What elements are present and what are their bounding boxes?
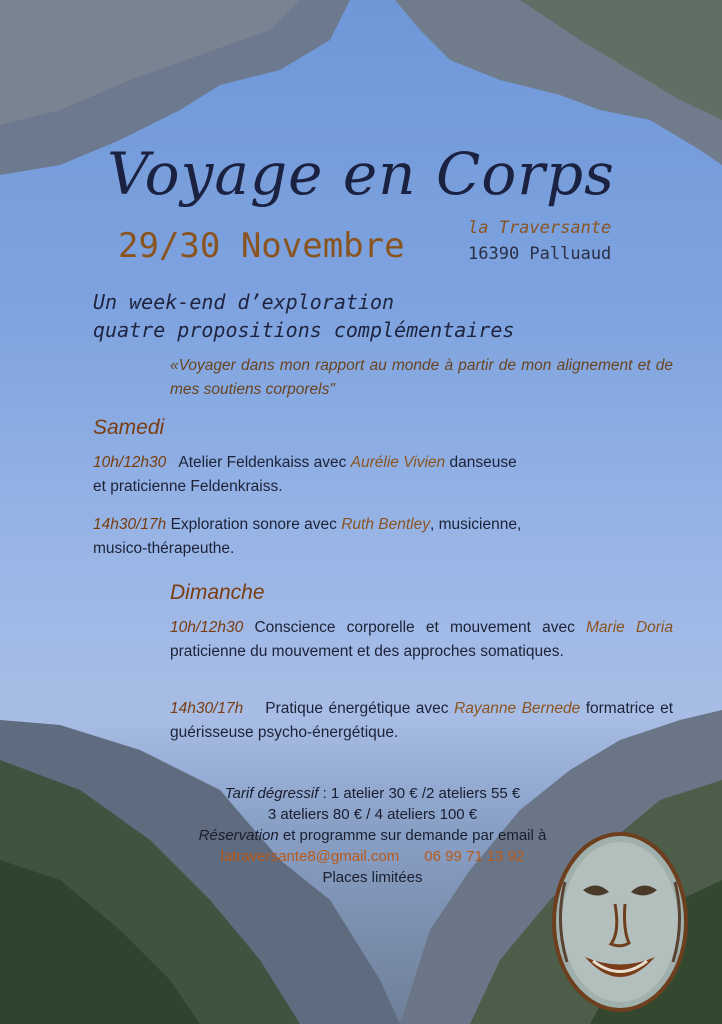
contact-phone[interactable]: 06 99 71 13 92 (424, 848, 525, 865)
venue-address: 16390 Palluaud (468, 244, 612, 264)
pricing-label: Tarif dégressif (224, 785, 319, 802)
facilitator-name: Ruth Bentley (341, 516, 430, 533)
session-role: , musicienne, (429, 516, 522, 533)
saturday-heading: Samedi (93, 416, 165, 439)
contact-email[interactable]: latraversante8@gmail.com (220, 848, 400, 865)
subtitle-line-2: quatre propositions complémentaires (93, 318, 515, 342)
session-time: 10h/12h30 (93, 454, 167, 471)
reservation-text: et programme sur demande par email à (278, 827, 547, 844)
saturday-session-1 (93, 451, 633, 499)
facilitator-name: Marie Doria (586, 619, 673, 636)
facilitator-name: Aurélie Vivien (350, 454, 446, 471)
session-role-continued: musico-thérapeuthe. (93, 540, 235, 557)
event-title: Voyage en Corps (107, 140, 615, 208)
facilitator-name: Rayanne Bernede (454, 700, 581, 717)
reservation-label: Réservation (198, 827, 279, 844)
session-role: formatrice et guérisseuse psycho-énergétique. (170, 700, 674, 741)
quote: «Voyager dans mon rapport au monde à partir de mon alignement et de mes soutiens corporels" (170, 357, 673, 398)
session-time: 14h30/17h (170, 700, 244, 717)
session-time: 14h30/17h (93, 516, 167, 533)
session-role: praticienne du mouvement et des approches somatiques. (170, 643, 564, 660)
sunday-heading: Dimanche (170, 581, 265, 604)
event-dates: 29/30 Novembre (118, 226, 405, 266)
venue-name: la Traversante (468, 218, 612, 238)
session-description: Atelier Feldenkaiss avec (178, 454, 347, 471)
session-role-continued: et praticienne Feldenkraiss. (93, 478, 283, 495)
subtitle-line-1: Un week-end d’exploration (93, 290, 395, 314)
saturday-session-2 (93, 513, 633, 561)
session-role: danseuse (449, 454, 517, 471)
pricing-line-2: 3 ateliers 80 € / 4 ateliers 100 € (267, 806, 478, 823)
sunday-session-1 (170, 616, 673, 664)
session-description: Exploration sonore avec (170, 516, 337, 533)
session-description: Conscience corporelle et mouvement avec (254, 619, 575, 636)
places-limitees: Places limitées (322, 869, 423, 886)
mask-icon (545, 822, 695, 1017)
pricing-line-1: : 1 atelier 30 € /2 ateliers 55 € (318, 785, 521, 802)
sunday-session-2 (170, 697, 673, 745)
session-description: Pratique énergétique avec (265, 700, 449, 717)
session-time: 10h/12h30 (170, 619, 244, 636)
